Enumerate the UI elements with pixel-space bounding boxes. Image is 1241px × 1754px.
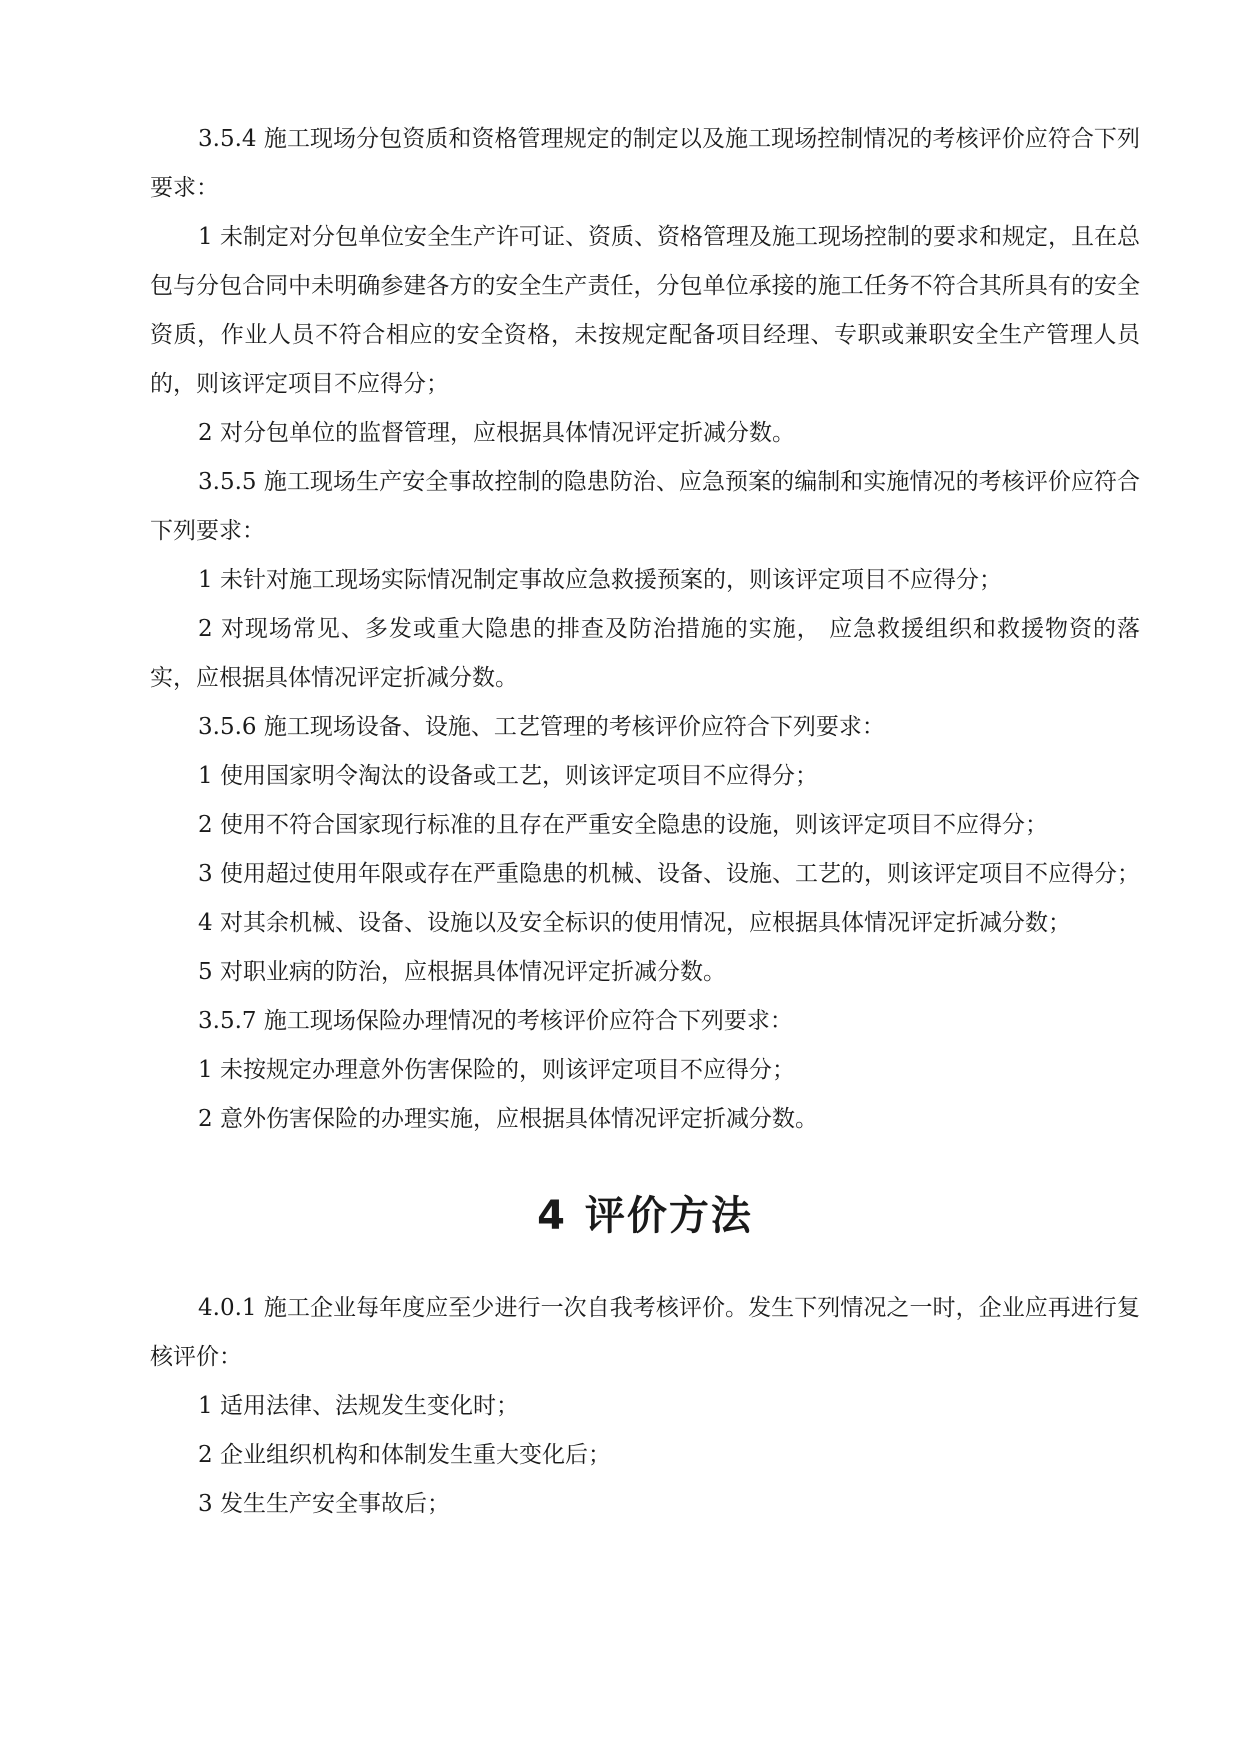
clause-3-5-5-item-2: 2 对现场常见、多发或重大隐患的排查及防治措施的实施， 应急救援组织和救援物资的落实，应根据具体情况评定折减分数。 xyxy=(150,616,1140,691)
chapter-number: 4 xyxy=(537,1193,567,1239)
clause-3-5-7-item-2: 2 意外伤害保险的办理实施，应根据具体情况评定折减分数。 xyxy=(198,1106,818,1132)
clause-3-5-6-item-5: 5 对职业病的防治，应根据具体情况评定折减分数。 xyxy=(198,959,726,985)
chapter-title: 评价方法 xyxy=(584,1193,753,1239)
clause-3-5-7: 3.5.7 施工现场保险办理情况的考核评价应符合下列要求： xyxy=(198,1008,793,1034)
clause-4-0-1-item-3: 3 发生生产安全事故后； xyxy=(198,1491,450,1517)
clause-3-5-6-item-3: 3 使用超过使用年限或存在严重隐患的机械、设备、设施、工艺的，则该评定项目不应得分； xyxy=(198,861,1140,887)
clause-3-5-6-item-1: 1 使用国家明令淘汰的设备或工艺，则该评定项目不应得分； xyxy=(198,763,818,789)
clause-4-0-1: 4.0.1 施工企业每年度应至少进行一次自我考核评价。发生下列情况之一时，企业应再进行复核评价： xyxy=(150,1295,1140,1370)
clause-3-5-7-item-1: 1 未按规定办理意外伤害保险的，则该评定项目不应得分； xyxy=(198,1057,795,1083)
clause-3-5-6: 3.5.6 施工现场设备、设施、工艺管理的考核评价应符合下列要求： xyxy=(198,714,885,740)
clause-3-5-4-item-1: 1 未制定对分包单位安全生产许可证、资质、资格管理及施工现场控制的要求和规定，且在总包与分包合同中未明确参建各方的安全生产责任，分包单位承接的施工任务不符合其所具有的安全资质，作业人员不符合相应的安全资格，未按规定配备项目经理、专职或兼职安全生产管理人员的，则该评定项目不应得分； xyxy=(150,224,1140,397)
chapter-heading xyxy=(150,1186,1140,1246)
document-body xyxy=(150,115,1140,1529)
clause-3-5-5: 3.5.5 施工现场生产安全事故控制的隐患防治、应急预案的编制和实施情况的考核评价应符合下列要求： xyxy=(150,469,1140,544)
clause-4-0-1-item-2: 2 企业组织机构和体制发生重大变化后； xyxy=(198,1442,611,1468)
clause-3-5-5-item-1: 1 未针对施工现场实际情况制定事故应急救援预案的，则该评定项目不应得分； xyxy=(198,567,1002,593)
clause-3-5-4: 3.5.4 施工现场分包资质和资格管理规定的制定以及施工现场控制情况的考核评价应符合下列要求： xyxy=(150,126,1140,201)
clause-3-5-6-item-2: 2 使用不符合国家现行标准的且存在严重安全隐患的设施，则该评定项目不应得分； xyxy=(198,812,1048,838)
clause-3-5-4-item-2: 2 对分包单位的监督管理，应根据具体情况评定折减分数。 xyxy=(198,420,795,446)
clause-4-0-1-item-1: 1 适用法律、法规发生变化时； xyxy=(198,1393,519,1419)
clause-3-5-6-item-4: 4 对其余机械、设备、设施以及安全标识的使用情况，应根据具体情况评定折减分数； xyxy=(198,910,1071,936)
